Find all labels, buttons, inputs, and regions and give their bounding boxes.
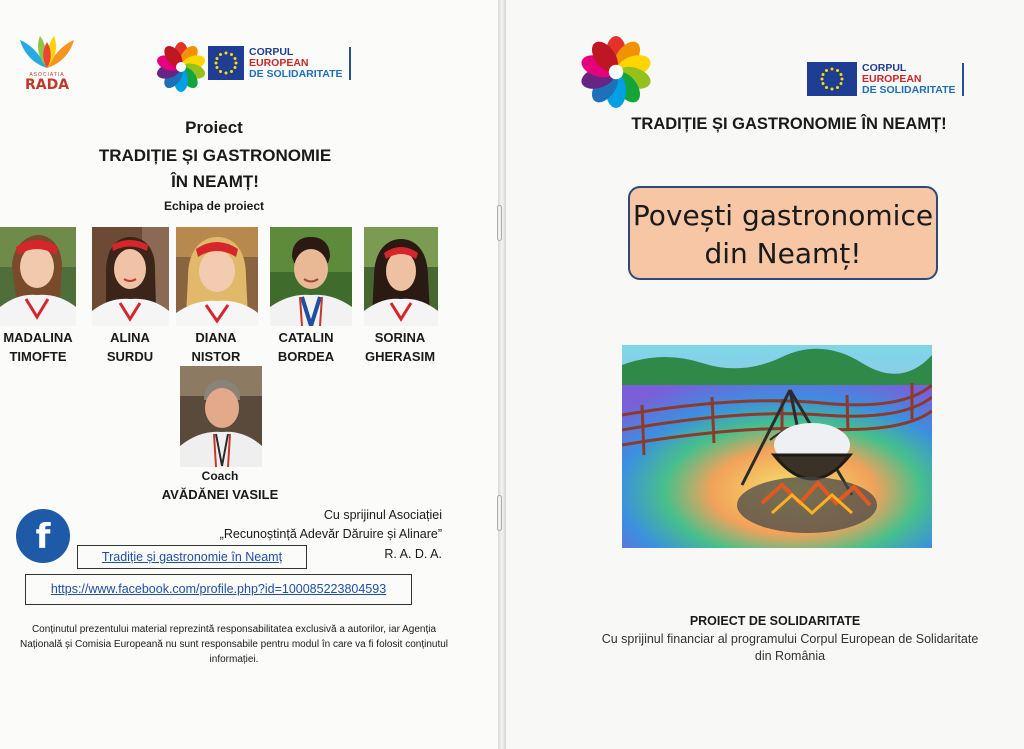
project-title-line1: TRADIȚIE ȘI GASTRONOMIE <box>98 146 332 165</box>
member-last-name: GHERASIM <box>364 349 436 364</box>
support-line3: R. A. D. A. <box>384 547 442 561</box>
stories-line1: Povești gastronomice <box>632 199 934 232</box>
solidarity-flower-logo <box>156 42 206 92</box>
member-last-name: BORDEA <box>277 349 335 364</box>
stories-line2: din Neamț! <box>704 237 862 270</box>
member-name <box>176 328 256 366</box>
member-last-name: NISTOR <box>191 349 241 364</box>
eu-label-line3: DE SOLIDARITATE <box>249 67 343 80</box>
eu-label-line2: EUROPEAN <box>249 56 309 69</box>
facebook-page-link[interactable]: Tradiție și gastronomie în Neamț <box>77 545 307 569</box>
rada-flower-icon <box>16 34 78 72</box>
eu-flag-icon <box>807 62 857 96</box>
project-title-line2: ÎN NEAMȚ! <box>171 172 259 191</box>
rada-wordmark: RADA <box>24 77 70 93</box>
right-page-title: TRADIȚIE ȘI GASTRONOMIE ÎN NEAMȚ! <box>631 115 947 133</box>
rada-logo <box>16 34 78 94</box>
member-first-name: MADALINA <box>3 330 73 345</box>
member-name <box>0 328 76 366</box>
eu-label-line1: CORPUL <box>249 45 294 58</box>
solidarity-project-title: PROIECT DE SOLIDARITATE <box>689 614 861 628</box>
member-photo <box>176 227 258 326</box>
project-label: Proiect <box>185 118 243 137</box>
binding-clip <box>497 495 502 531</box>
member-photo <box>92 227 169 326</box>
member-name <box>356 328 444 366</box>
member-last-name: TIMOFTE <box>9 349 67 364</box>
coach-role: Coach <box>201 469 239 483</box>
support-line1: Cu sprijinul Asociației <box>323 508 442 522</box>
support-line2: „Recunoștință Adevăr Dăruire și Alinare” <box>219 527 442 541</box>
eu-solidarity-corps-logo <box>208 46 351 80</box>
facebook-icon[interactable]: f <box>16 509 70 563</box>
member-first-name: SORINA <box>374 330 426 345</box>
member-name <box>90 328 170 366</box>
member-first-name: CATALIN <box>278 330 334 345</box>
rada-small-text: ASOCIATIA <box>29 72 65 78</box>
eu-label <box>249 47 351 80</box>
member-photo <box>364 227 438 326</box>
eu-label-line1: CORPUL <box>862 61 907 74</box>
member-last-name: SURDU <box>106 349 154 364</box>
binding-clip <box>497 205 502 241</box>
member-first-name: DIANA <box>195 330 237 345</box>
solidarity-project-description: Cu sprijinul financiar al programului Corpul European de Solidaritate din România <box>601 632 979 663</box>
disclaimer-text: Conținutul prezentului material reprezintă responsabilitatea exclusivă a autorilor, iar Agenția Națională și Comisia Europeană nu sunt responsabile pentru modul în care va fi folosit conținutul informației. <box>19 624 449 665</box>
solidarity-flower-logo <box>580 36 652 108</box>
eu-label <box>862 63 964 96</box>
cauldron-painting <box>622 345 932 548</box>
coach-name: AVĂDĂNEI VASILE <box>161 487 279 502</box>
eu-label-line2: EUROPEAN <box>862 72 922 85</box>
stories-title-box <box>628 186 938 280</box>
eu-label-line3: DE SOLIDARITATE <box>862 83 956 96</box>
page-fold <box>498 0 506 749</box>
eu-solidarity-corps-logo <box>807 62 964 96</box>
member-first-name: ALINA <box>110 330 150 345</box>
facebook-url-link[interactable]: https://www.facebook.com/profile.php?id=100085223804593 <box>25 574 412 605</box>
eu-flag-icon <box>208 46 244 80</box>
member-photo <box>270 227 352 326</box>
coach-photo <box>180 366 262 467</box>
member-photo <box>0 227 76 326</box>
team-label: Echipa de proiect <box>163 199 265 213</box>
member-name <box>266 328 346 366</box>
